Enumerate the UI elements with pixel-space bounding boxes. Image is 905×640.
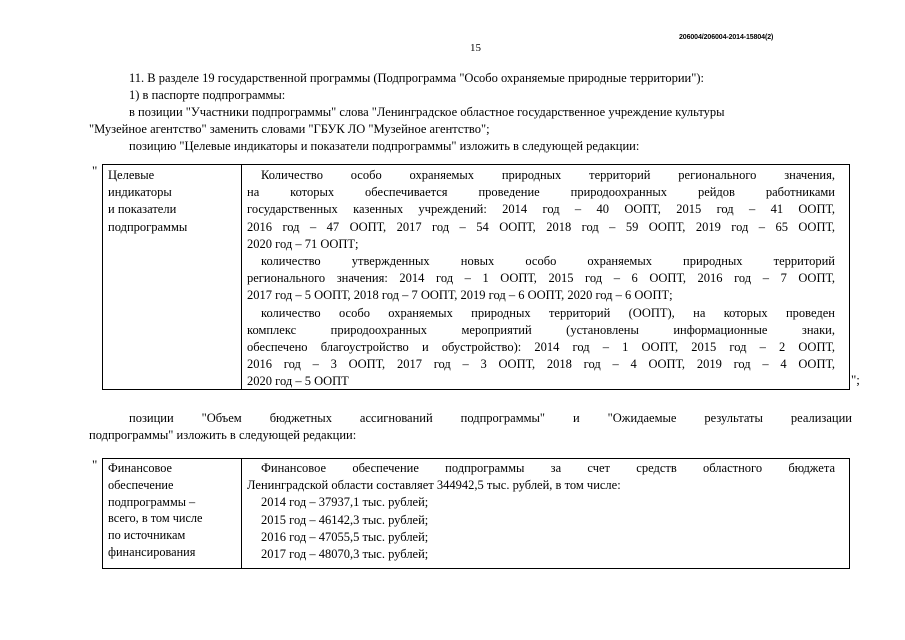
funding-label-line: обеспечение [108,477,174,492]
funding-label-line: по источникам [108,528,186,543]
indicators-text-line: количество утвержденных новых особо охраняемых природных территорий [261,253,835,268]
indicators-text-line: 2016 год – 3 ООПТ, 2017 год – 3 ООПТ, 2018 год – 4 ООПТ, 2019 год – 4 ООПТ, [247,357,835,372]
indicators-table [102,164,850,390]
indicators-text-line: 2020 год – 71 ООПТ; [247,236,359,251]
funding-year-line: 2014 год – 37937,1 тыс. рублей; [261,495,429,510]
table1-column-divider [241,165,242,389]
intro-line-3: в позиции "Участники подпрограммы" слова "Ленинградское областное государственное учреждение культуры [129,105,725,119]
funding-label-line: всего, в том числе [108,511,203,526]
intro-line-1: 11. В разделе 19 государственной программы (Подпрограмма "Особо охраняемые природные территории"): [129,71,704,85]
funding-year-line: 2017 год – 48070,3 тыс. рублей; [261,546,429,561]
indicators-text-line: 2017 год – 5 ООПТ, 2018 год – 7 ООПТ, 2019 год – 6 ООПТ, 2020 год – 6 ООПТ; [247,288,673,303]
table2-open-quote: " [92,457,98,472]
indicators-label-line: подпрограммы [108,219,188,234]
funding-label-cell [108,460,238,561]
funding-year-line: 2015 год – 46142,3 тыс. рублей; [261,512,429,527]
middle-line-1: позиции "Объем бюджетных ассигнований подпрограммы" и "Ожидаемые результаты реализации [129,411,852,425]
middle-line-2: подпрограммы" изложить в следующей редакции: [89,428,357,442]
indicators-text-line: Количество особо охраняемых природных территорий регионального значения, [261,168,835,182]
table1-open-quote: " [92,163,98,178]
indicators-value-cell [247,167,835,390]
indicators-text-line: государственных казенных учреждений: 2014 год – 40 ООПТ, 2015 год – 41 ООПТ, [247,202,835,217]
page-number: 15 [470,42,481,54]
indicators-text-line: комплекс природоохранных мероприятий (установлены информационные знаки, [247,322,835,337]
indicators-text-line: количество особо охраняемых природных территорий (ООПТ), на которых проведен [261,305,835,320]
intro-line-4: "Музейное агентство" заменить словами "ГБУК ЛО "Музейное агентство"; [89,122,490,136]
funding-text-line: Ленинградской области составляет 344942,5 тыс. рублей, в том числе: [247,478,621,493]
funding-value-cell [247,460,835,563]
indicators-text-line: 2016 год – 47 ООПТ, 2017 год – 54 ООПТ, 2018 год – 59 ООПТ, 2019 год – 65 ООПТ, [247,219,835,234]
table1-close-quote: "; [851,372,860,387]
intro-line-2: 1) в паспорте подпрограммы: [129,88,286,102]
intro-line-5: позицию "Целевые индикаторы и показатели подпрограммы" изложить в следующей редакции: [129,139,640,153]
funding-text-line: Финансовое обеспечение подпрограммы за счет средств областного бюджета [261,461,835,475]
funding-label-line: подпрограммы – [108,494,196,509]
indicators-label-line: индикаторы [108,185,172,200]
indicators-text-line: на которых обеспечивается проведение природоохранных рейдов работниками [247,185,835,200]
indicators-label-line: Целевые [108,168,155,182]
document-id: 206004/206004-2014-15804(2) [679,34,774,41]
funding-table [102,458,850,569]
indicators-text-line: регионального значения: 2014 год – 1 ООПТ, 2015 год – 6 ООПТ, 2016 год – 7 ООПТ, [247,271,835,286]
funding-label-line: Финансовое [108,461,173,475]
indicators-label-line: и показатели [108,202,177,217]
indicators-label-cell [108,167,236,236]
indicators-text-line: обеспечено благоустройство и обустройство): 2014 год – 1 ООПТ, 2015 год – 2 ООПТ, [247,339,835,354]
table2-column-divider [241,459,242,568]
funding-label-line: финансирования [108,544,196,559]
indicators-text-line: 2020 год – 5 ООПТ [247,374,349,389]
funding-year-line: 2016 год – 47055,5 тыс. рублей; [261,529,429,544]
